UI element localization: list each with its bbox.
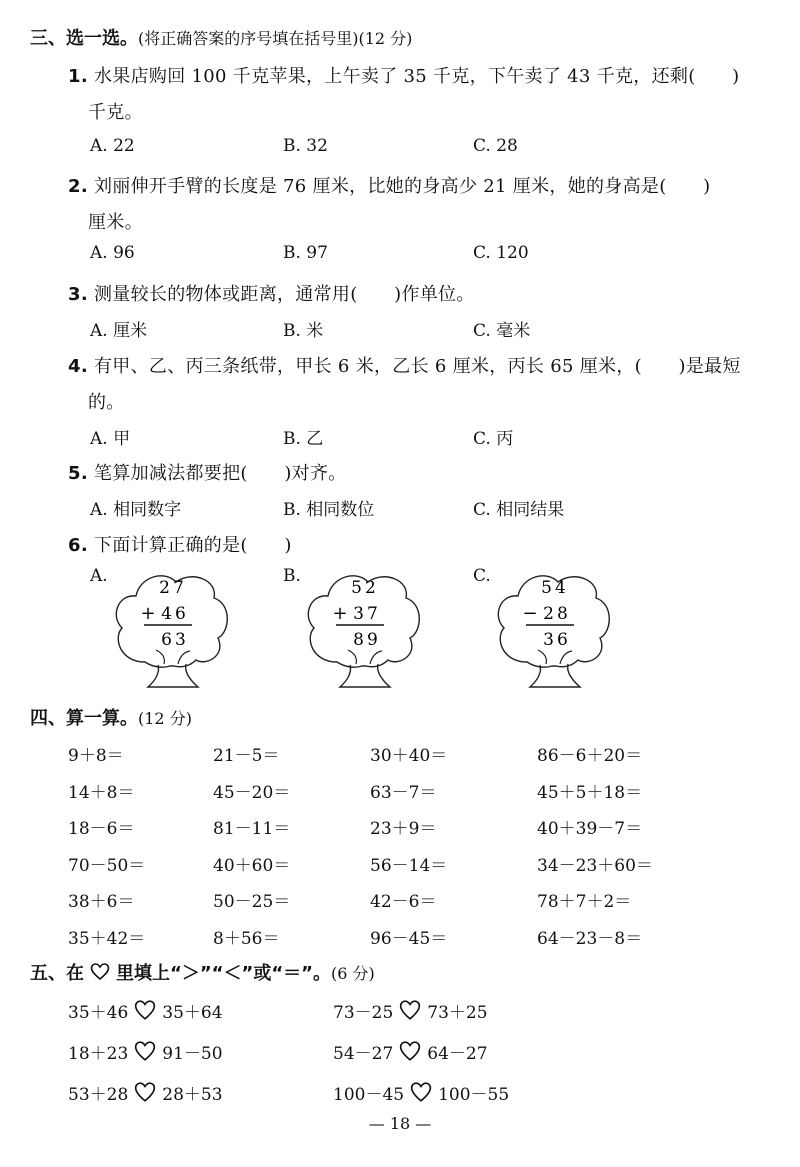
calc-item: 8＋56＝ <box>213 928 280 949</box>
question-number: 3. <box>68 284 88 305</box>
calc-item: 50－25＝ <box>213 892 291 912</box>
option-c-label: C. <box>473 566 491 586</box>
calc-item: 81－11＝ <box>213 819 291 839</box>
option-a: A. 厘米 <box>90 321 148 341</box>
tree-figure-a <box>110 566 235 688</box>
question-4-continued: 的。 <box>88 392 125 413</box>
comparison-item <box>68 1080 223 1108</box>
tree-figure-c <box>492 566 617 688</box>
calc-item: 42－6＝ <box>370 892 437 912</box>
section-5-note: (6 分) <box>330 964 375 983</box>
question-5 <box>68 459 347 485</box>
calc-item: 30＋40＝ <box>370 746 448 766</box>
option-b: B. 97 <box>283 243 328 263</box>
tree-c-top: 54 <box>541 578 569 598</box>
tree-c-bottom: 28 <box>543 604 571 624</box>
question-text: 水果店购回 100 千克苹果，上午卖了 35 千克，下午卖了 43 千克，还剩( ) <box>94 66 740 87</box>
section-3-heading <box>30 24 412 50</box>
comparison-left: 73－25 <box>333 1003 394 1023</box>
comparison-item <box>68 998 223 1026</box>
option-a-label: A. <box>90 566 108 586</box>
calc-item: 96－45＝ <box>370 928 448 949</box>
option-b-label: B. <box>283 566 301 586</box>
question-text: 下面计算正确的是( ) <box>94 535 292 556</box>
tree-b-result: 89 <box>353 630 381 650</box>
question-2-continued: 厘米。 <box>88 212 143 233</box>
section-5-title-end: 里填上“＞”“＜”或“＝”。 <box>116 963 331 984</box>
option-a: A. 22 <box>90 136 135 156</box>
comparison-item <box>68 1039 223 1067</box>
calc-item: 64－23－8＝ <box>537 928 643 949</box>
calc-item: 21－5＝ <box>213 746 280 766</box>
option-c: C. 丙 <box>473 429 514 449</box>
comparison-left: 100－45 <box>333 1085 405 1105</box>
heart-blank-icon[interactable] <box>399 1040 421 1067</box>
question-4 <box>68 352 741 378</box>
section-3-note: (将正确答案的序号填在括号里)(12 分) <box>138 29 413 48</box>
calc-item: 40＋60＝ <box>213 855 291 876</box>
heart-blank-icon[interactable] <box>410 1081 432 1108</box>
heart-icon <box>90 962 110 982</box>
option-b: B. 相同数位 <box>283 500 375 520</box>
option-c: C. 毫米 <box>473 321 531 341</box>
question-text: 测量较长的物体或距离，通常用( )作单位。 <box>94 284 475 305</box>
option-a: A. 相同数字 <box>90 500 182 520</box>
calc-item: 45＋5＋18＝ <box>537 782 643 803</box>
calc-item: 18－6＝ <box>68 819 135 839</box>
comparison-right: 100－55 <box>438 1085 510 1105</box>
tree-a-result: 63 <box>161 630 189 650</box>
comparison-left: 54－27 <box>333 1044 394 1064</box>
comparison-left: 18＋23 <box>68 1044 129 1064</box>
question-number: 5. <box>68 463 88 484</box>
calc-item: 23＋9＝ <box>370 819 437 839</box>
tree-a-op: + <box>140 603 156 624</box>
heart-blank-icon[interactable] <box>134 1040 156 1067</box>
section-5-heading <box>30 959 375 985</box>
heart-blank-icon[interactable] <box>399 999 421 1026</box>
calc-item: 35＋42＝ <box>68 928 146 949</box>
calc-item: 70－50＝ <box>68 855 146 876</box>
calc-item: 45－20＝ <box>213 782 291 803</box>
section-4-note: (12 分) <box>138 709 192 728</box>
question-3 <box>68 280 475 306</box>
tree-c-result: 36 <box>543 630 571 650</box>
comparison-right: 28＋53 <box>162 1085 223 1105</box>
option-a: A. 甲 <box>90 429 131 449</box>
question-number: 6. <box>68 535 88 556</box>
question-1 <box>68 62 739 88</box>
option-b: B. 32 <box>283 136 328 156</box>
page-number: — 18 — <box>368 1114 432 1133</box>
tree-a-top: 27 <box>159 578 187 598</box>
comparison-item <box>333 998 488 1026</box>
heart-blank-icon[interactable] <box>134 1081 156 1108</box>
question-text: 有甲、乙、丙三条纸带，甲长 6 米，乙长 6 厘米，丙长 65 厘米，( )是最短 <box>94 356 741 377</box>
question-number: 4. <box>68 356 88 377</box>
question-1-continued: 千克。 <box>88 102 143 123</box>
question-text: 刘丽伸开手臂的长度是 76 厘米，比她的身高少 21 厘米，她的身高是( ) <box>94 176 711 197</box>
question-number: 1. <box>68 66 88 87</box>
option-b: B. 米 <box>283 321 324 341</box>
option-c: C. 相同结果 <box>473 500 565 520</box>
calc-item: 78＋7＋2＝ <box>537 892 632 912</box>
option-a: A. 96 <box>90 243 135 263</box>
comparison-right: 91－50 <box>162 1044 223 1064</box>
comparison-right: 73＋25 <box>427 1003 488 1023</box>
question-6 <box>68 531 292 557</box>
calc-item: 63－7＝ <box>370 782 437 803</box>
calc-item: 40＋39－7＝ <box>537 819 643 839</box>
tree-b-top: 52 <box>351 578 379 598</box>
calc-item: 34－23＋60＝ <box>537 855 653 876</box>
section-4-heading <box>30 704 192 730</box>
section-3-title: 三、选一选。 <box>30 28 138 49</box>
comparison-item <box>333 1080 509 1108</box>
option-b: B. 乙 <box>283 429 324 449</box>
comparison-left: 35＋46 <box>68 1003 129 1023</box>
section-4-title: 四、算一算。 <box>30 708 138 729</box>
question-number: 2. <box>68 176 88 197</box>
question-text: 笔算加减法都要把( )对齐。 <box>94 463 347 484</box>
comparison-right: 64－27 <box>427 1044 488 1064</box>
comparison-right: 35＋64 <box>162 1003 223 1023</box>
comparison-item <box>333 1039 488 1067</box>
comparison-left: 53＋28 <box>68 1085 129 1105</box>
tree-b-bottom: 37 <box>353 604 381 624</box>
heart-blank-icon[interactable] <box>134 999 156 1026</box>
calc-item: 56－14＝ <box>370 855 448 876</box>
tree-figure-b <box>302 566 427 688</box>
calc-item: 86－6＋20＝ <box>537 746 643 766</box>
option-c: C. 120 <box>473 243 529 263</box>
calc-item: 38＋6＝ <box>68 892 135 912</box>
tree-c-op: − <box>522 603 538 624</box>
calc-item: 14＋8＝ <box>68 782 135 803</box>
calc-item: 9＋8＝ <box>68 746 124 766</box>
option-c: C. 28 <box>473 136 518 156</box>
question-2 <box>68 172 710 198</box>
tree-b-op: + <box>332 603 348 624</box>
tree-a-bottom: 46 <box>161 604 189 624</box>
section-5-title-start: 五、在 <box>30 963 84 984</box>
